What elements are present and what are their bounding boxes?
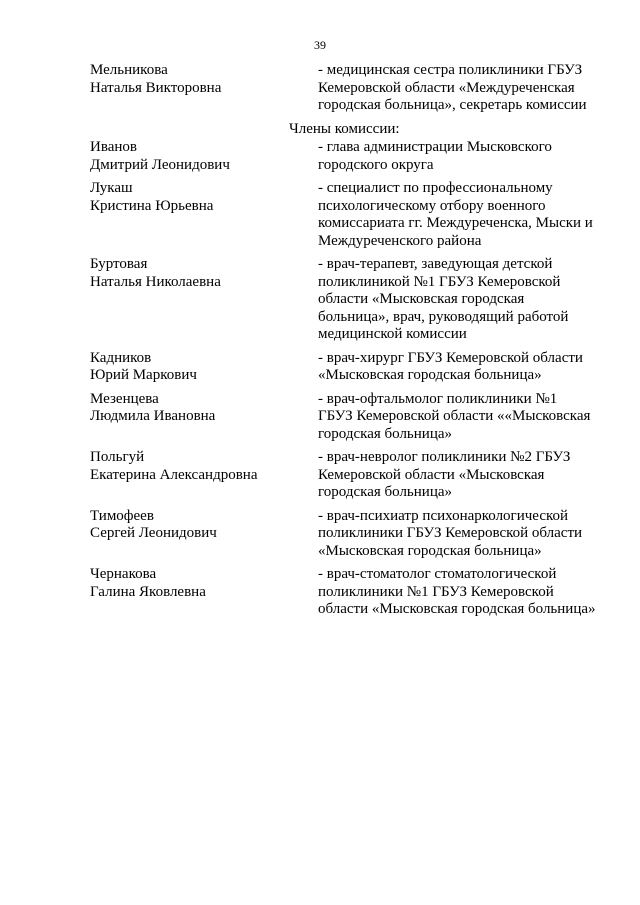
- role-line: - специалист по профессиональному: [318, 180, 553, 196]
- role-line: - врач-офтальмолог поликлиники №1: [318, 390, 558, 407]
- role-line: поликлиники №1 ГБУЗ Кемеровской: [318, 583, 554, 600]
- role-line: поликлиникой №1 ГБУЗ Кемеровской: [318, 273, 561, 290]
- person-name: [90, 139, 318, 174]
- surname: Мезенцева: [90, 390, 159, 407]
- given-names: Кристина Юрьевна: [90, 197, 214, 214]
- role-line: «Мысковская городская больница»: [318, 367, 542, 383]
- person-role: [318, 62, 610, 115]
- members-heading: Члены комиссии:: [289, 120, 400, 137]
- given-names: Галина Яковлевна: [90, 583, 206, 600]
- given-names: Дмитрий Леонидович: [90, 156, 230, 173]
- person-name: [90, 350, 318, 385]
- role-line: «Мысковская городская больница»: [318, 542, 542, 559]
- person-role: [318, 566, 610, 619]
- person-role: [318, 256, 610, 344]
- members-list: [90, 139, 610, 619]
- role-line: комиссариата гг. Междуреченска, Мыски и: [318, 215, 593, 231]
- role-line: - медицинская сестра поликлиники ГБУЗ: [318, 62, 583, 78]
- surname: Чернакова: [90, 566, 157, 582]
- person-role: [318, 180, 610, 250]
- person-name: [90, 256, 318, 344]
- given-names: Юрий Маркович: [90, 367, 197, 383]
- role-line: психологическому отбору военного: [318, 197, 546, 214]
- entry-secretary: [90, 62, 610, 115]
- given-names: Наталья Николаевна: [90, 273, 221, 290]
- role-line: области «Мысковская городская больница»: [318, 601, 596, 617]
- member-entry: [90, 180, 610, 250]
- role-line: - врач-стоматолог стоматологической: [318, 566, 557, 582]
- person-role: [318, 508, 610, 561]
- given-names: Людмила Ивановна: [90, 408, 216, 424]
- role-line: - глава администрации Мысковского: [318, 139, 552, 155]
- member-entry: [90, 391, 610, 444]
- role-line: городская больница»: [318, 484, 453, 500]
- person-name: [90, 508, 318, 561]
- member-entry: [90, 449, 610, 502]
- commission-list: [90, 62, 610, 625]
- role-line: Кемеровской области «Междуреченская: [318, 79, 575, 96]
- person-role: [318, 139, 610, 174]
- surname: Буртовая: [90, 256, 148, 272]
- member-entry: [90, 350, 610, 385]
- role-line: больница», врач, руководящий работой: [318, 308, 569, 325]
- role-line: поликлиники ГБУЗ Кемеровской области: [318, 525, 583, 541]
- surname: Лукаш: [90, 180, 133, 196]
- given-names: Сергей Леонидович: [90, 525, 217, 541]
- surname: Польгуй: [90, 449, 145, 465]
- member-entry: [90, 139, 610, 174]
- role-line: Междуреченского района: [318, 232, 482, 249]
- page-number: 39: [314, 38, 326, 52]
- surname: Кадников: [90, 349, 152, 366]
- given-names: Екатерина Александровна: [90, 466, 258, 483]
- person-name: [90, 566, 318, 619]
- role-line: ГБУЗ Кемеровской области ««Мысковская: [318, 408, 591, 424]
- member-entry: [90, 508, 610, 561]
- member-entry: [90, 256, 610, 344]
- role-line: Кемеровской области «Мысковская: [318, 466, 545, 483]
- member-entry: [90, 566, 610, 619]
- surname: Мельникова: [90, 62, 168, 78]
- role-line: городская больница», секретарь комиссии: [318, 97, 587, 113]
- person-name: [90, 62, 318, 115]
- role-line: - врач-терапевт, заведующая детской: [318, 256, 553, 272]
- role-line: городского округа: [318, 156, 434, 173]
- person-role: [318, 391, 610, 444]
- role-line: - врач-невролог поликлиники №2 ГБУЗ: [318, 449, 571, 465]
- person-role: [318, 350, 610, 385]
- person-name: [90, 180, 318, 250]
- person-name: [90, 391, 318, 444]
- role-line: медицинской комиссии: [318, 326, 467, 342]
- surname: Иванов: [90, 139, 137, 155]
- role-line: - врач-хирург ГБУЗ Кемеровской области: [318, 349, 583, 366]
- role-line: - врач-психиатр психонаркологической: [318, 507, 569, 524]
- role-line: области «Мысковская городская: [318, 291, 525, 307]
- role-line: городская больница»: [318, 425, 453, 442]
- person-role: [318, 449, 610, 502]
- given-names: Наталья Викторовна: [90, 79, 222, 96]
- surname: Тимофеев: [90, 507, 154, 524]
- person-name: [90, 449, 318, 502]
